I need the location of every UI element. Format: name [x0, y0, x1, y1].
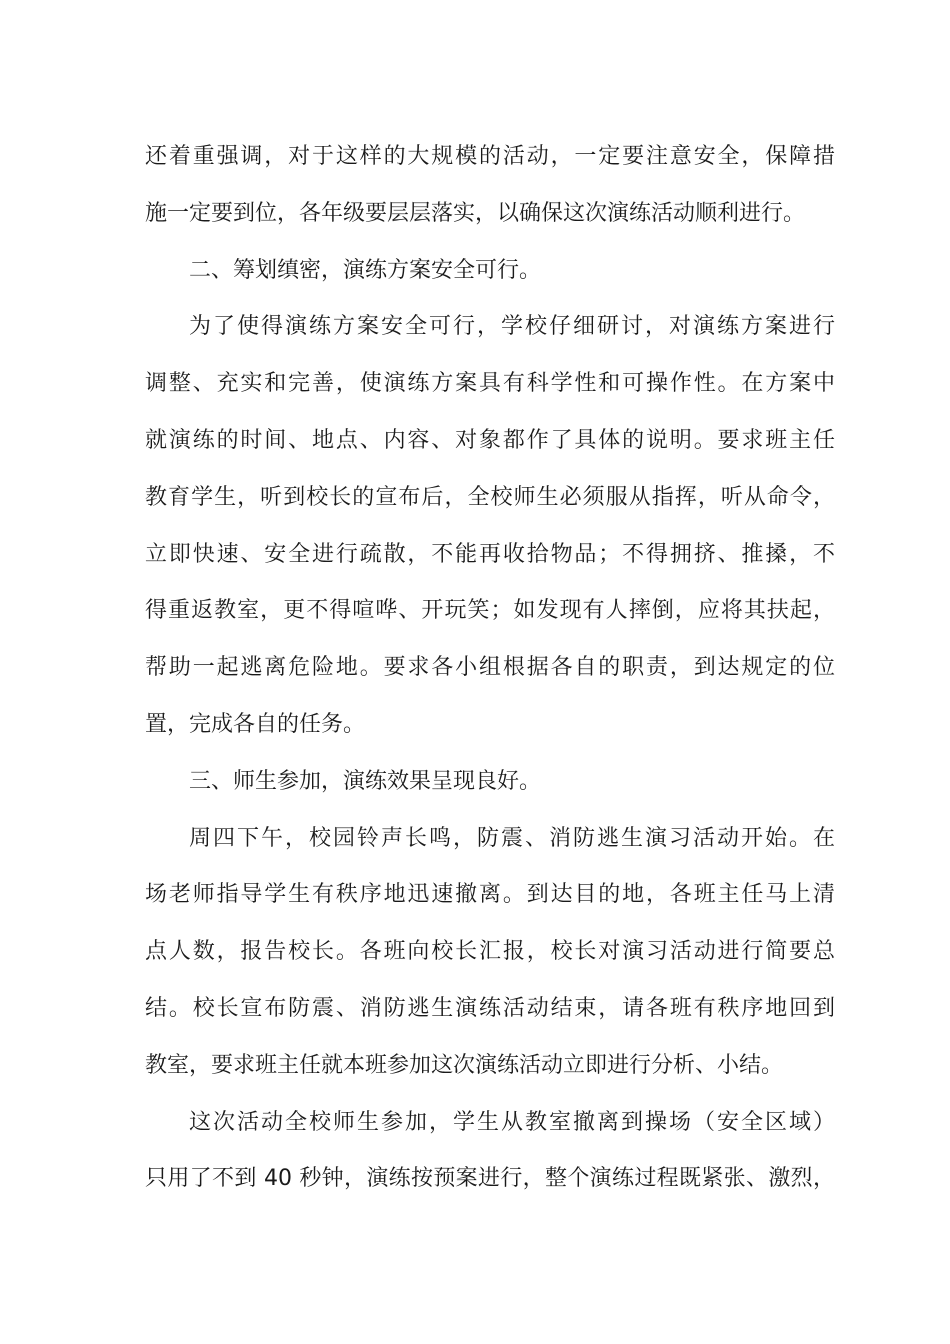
text-line: 点人数，报告校长。各班向校长汇报，校长对演习活动进行简要总	[145, 939, 835, 965]
text-line: 场老师指导学生有秩序地迅速撤离。到达目的地，各班主任马上清	[145, 882, 835, 908]
text-line: 教室，要求班主任就本班参加这次演练活动立即进行分析、小结。	[145, 1052, 784, 1078]
text-line: 只用了不到 40 秒钟，演练按预案进行，整个演练过程既紧张、激烈，	[145, 1166, 835, 1192]
text-line: 立即快速、安全进行疏散，不能再收拾物品；不得拥挤、推搡，不	[145, 541, 835, 567]
text-line: 施一定要到位，各年级要层层落实，以确保这次演练活动顺利进行。	[145, 200, 806, 226]
document-body	[145, 129, 835, 1208]
section-heading: 二、筹划缜密，演练方案安全可行。	[189, 257, 542, 283]
text-line: 就演练的时间、地点、内容、对象都作了具体的说明。要求班主任	[145, 427, 835, 453]
text-line: 结。校长宣布防震、消防逃生演练活动结束，请各班有秩序地回到	[145, 995, 835, 1021]
text-line: 置，完成各自的任务。	[145, 711, 366, 737]
text-line: 周四下午，校园铃声长鸣，防震、消防逃生演习活动开始。在	[189, 825, 835, 851]
text-line: 帮助一起逃离危险地。要求各小组根据各自的职责，到达规定的位	[145, 655, 835, 681]
text-line: 还着重强调，对于这样的大规模的活动，一定要注意安全，保障措	[145, 144, 835, 169]
section-heading: 三、师生参加，演练效果呈现良好。	[189, 768, 542, 794]
text-line: 教育学生，听到校长的宣布后，全校师生必须服从指挥，听从命令，	[145, 484, 835, 510]
text-line: 为了使得演练方案安全可行，学校仔细研讨，对演练方案进行	[189, 314, 835, 340]
text-line: 调整、充实和完善，使演练方案具有科学性和可操作性。在方案中	[145, 371, 835, 397]
text-line: 得重返教室，更不得喧哗、开玩笑；如发现有人摔倒，应将其扶起，	[145, 598, 835, 624]
text-line: 这次活动全校师生参加，学生从教室撤离到操场（安全区域）	[189, 1109, 835, 1135]
